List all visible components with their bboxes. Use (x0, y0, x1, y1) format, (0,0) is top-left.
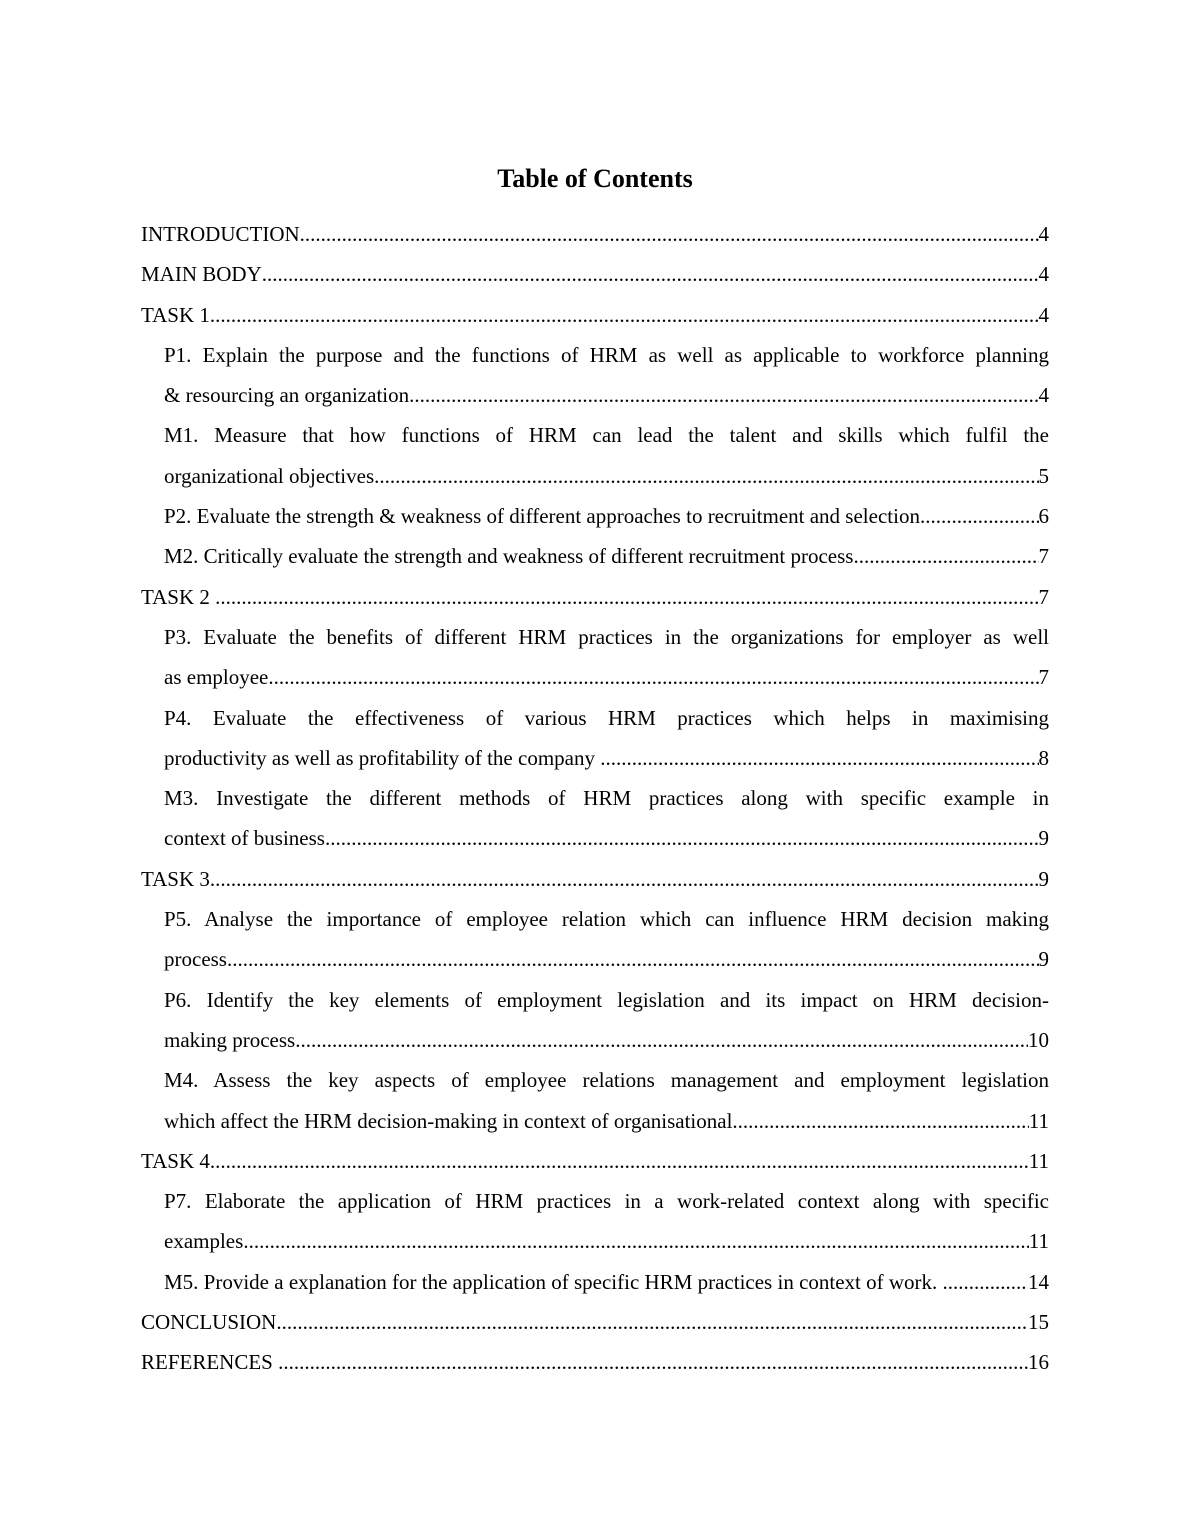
toc-entry-label-line: P7. Elaborate the application of HRM practices in a work-related context along with specific (164, 1189, 1049, 1214)
toc-entry-label-line: productivity as well as profitability of the company (164, 745, 601, 770)
toc-entry-label: TASK 2 (141, 584, 216, 609)
toc-leader-dots (925, 496, 1038, 536)
toc-entry[interactable] (141, 778, 1049, 859)
toc-entry-label-line: examples (164, 1229, 244, 1254)
toc-page-number: 9 (1038, 826, 1049, 851)
toc-page-number: 14 (1028, 1269, 1049, 1294)
toc-page-number: 4 (1038, 222, 1049, 246)
toc-page-number: 8 (1038, 745, 1049, 770)
toc-entry-label: INTRODUCTION (141, 222, 300, 246)
toc-page-number: 7 (1038, 584, 1049, 609)
toc-entry[interactable] (141, 335, 1049, 416)
toc-page-number: 6 (1038, 504, 1049, 529)
toc-entry-label-line: P4. Evaluate the effectiveness of various HRM practices which helps in maximising (164, 705, 1049, 730)
toc-page-number: 4 (1038, 383, 1049, 408)
toc-entry[interactable] (141, 1302, 1049, 1342)
toc-entry-label: CONCLUSION (141, 1310, 277, 1335)
toc-entry-label: TASK 1 (141, 302, 210, 327)
toc-entry-label-line: which affect the HRM decision-making in context of organisational (164, 1108, 733, 1133)
toc-entry[interactable] (141, 980, 1049, 1061)
toc-leader-dots (276, 1302, 1028, 1342)
toc-entry[interactable] (141, 1262, 1049, 1302)
toc-entry-label: M5. Provide a explanation for the application of specific HRM practices in context of work. (164, 1269, 943, 1294)
toc-leader-dots (210, 859, 1039, 899)
toc-leader-dots (300, 214, 1039, 254)
toc-page-number: 11 (1028, 1108, 1049, 1133)
toc-entry-label-line: M3. Investigate the different methods of HRM practices along with specific example in (164, 786, 1049, 811)
toc-leader-dots (853, 536, 1038, 576)
toc-entry-label-line: M1. Measure that how functions of HRM can lead the talent and skills which fulfil the (164, 423, 1049, 448)
toc-entry[interactable] (141, 859, 1049, 899)
toc-entry[interactable] (141, 496, 1049, 536)
toc-entry[interactable] (141, 698, 1049, 779)
toc-leader-dots (243, 1221, 1028, 1261)
toc-entry-label: REFERENCES (141, 1350, 279, 1375)
toc-page-number: 4 (1038, 262, 1049, 287)
toc-entry-label: M2. Critically evaluate the strength and weakness of different recruitment process (164, 544, 854, 569)
toc-page-number: 16 (1028, 1350, 1049, 1375)
toc-page-number: 9 (1038, 866, 1049, 891)
toc-list (141, 214, 1049, 1383)
toc-title: Table of Contents (497, 164, 693, 193)
toc-entry-label: TASK 4 (141, 1148, 210, 1173)
toc-page-number: 9 (1038, 947, 1049, 972)
toc-leader-dots (262, 254, 1039, 294)
toc-entry[interactable] (141, 254, 1049, 294)
toc-page-number: 11 (1028, 1148, 1049, 1173)
toc-entry-label-line: context of business (164, 826, 325, 851)
toc-leader-dots (210, 295, 1039, 335)
toc-leader-dots (600, 738, 1038, 778)
toc-page-number: 15 (1028, 1310, 1049, 1335)
toc-leader-dots (409, 375, 1038, 415)
toc-entry-label-line: P6. Identify the key elements of employment legislation and its impact on HRM decision- (164, 987, 1049, 1012)
toc-entry-label: MAIN BODY (141, 262, 262, 287)
toc-page-number: 4 (1038, 302, 1049, 327)
toc-entry-label-line: P3. Evaluate the benefits of different HRM practices in the organizations for employer as well (164, 624, 1049, 649)
toc-page-number: 7 (1038, 665, 1049, 690)
toc-leader-dots (374, 456, 1038, 496)
toc-entry-label-line: making process (164, 1027, 296, 1052)
document-page (141, 160, 1049, 1383)
toc-entry-label: TASK 3 (141, 866, 210, 891)
toc-entry[interactable] (141, 536, 1049, 576)
toc-entry-label: P2. Evaluate the strength & weakness of different approaches to recruitment and selection. (164, 504, 926, 529)
toc-entry[interactable] (141, 577, 1049, 617)
toc-entry[interactable] (141, 899, 1049, 980)
toc-entry[interactable] (141, 1181, 1049, 1262)
toc-leader-dots (215, 577, 1038, 617)
toc-leader-dots (943, 1262, 1028, 1302)
toc-leader-dots (295, 1020, 1028, 1060)
toc-entry-label-line: & resourcing an organization (164, 383, 410, 408)
toc-entry[interactable] (141, 617, 1049, 698)
toc-entry[interactable] (141, 214, 1049, 254)
toc-leader-dots (278, 1342, 1028, 1382)
toc-entry[interactable] (141, 1342, 1049, 1382)
toc-entry-label-line: P5. Analyse the importance of employee relation which can influence HRM decision making (164, 907, 1049, 932)
toc-page-number: 5 (1038, 463, 1049, 488)
toc-entry-label-line: organizational objectives (164, 463, 375, 488)
toc-entry[interactable] (141, 1141, 1049, 1181)
toc-leader-dots (210, 1141, 1029, 1181)
toc-leader-dots (325, 818, 1039, 858)
toc-entry-label-line: M4. Assess the key aspects of employee relations management and employment legislation (164, 1068, 1049, 1093)
toc-entry-label-line: as employee (164, 665, 269, 690)
toc-entry-label-line: process (164, 947, 227, 972)
toc-leader-dots (227, 939, 1039, 979)
toc-page-number: 10 (1028, 1027, 1049, 1052)
toc-page-number: 7 (1038, 544, 1049, 569)
toc-page-number: 11 (1028, 1229, 1049, 1254)
toc-leader-dots (268, 657, 1038, 697)
toc-entry[interactable] (141, 1060, 1049, 1141)
toc-entry[interactable] (141, 415, 1049, 496)
toc-leader-dots (732, 1101, 1028, 1141)
toc-entry-label-line: P1. Explain the purpose and the functions of HRM as well as applicable to workforce planning (164, 342, 1049, 367)
toc-entry[interactable] (141, 295, 1049, 335)
